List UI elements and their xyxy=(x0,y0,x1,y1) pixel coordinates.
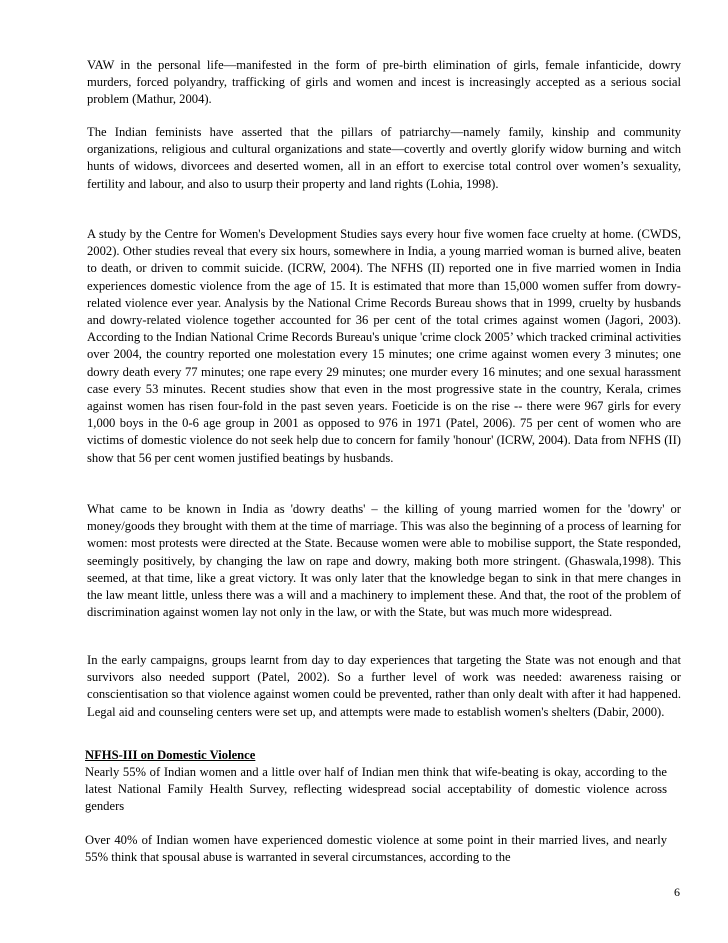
paragraph-nfhs-wife-beating: Nearly 55% of Indian women and a little over half of Indian men think that wife-beating is okay, according to the latest National Family Health Survey, reflecting widespread social acceptability of domestic violence across genders xyxy=(85,765,667,814)
paragraph-nfhs-domestic-violence: Over 40% of Indian women have experienced domestic violence at some point in their married lives, and nearly 55% think that spousal abuse is warranted in several circumstances, according to the xyxy=(85,833,667,865)
section-heading-nfhs-iii: NFHS-III on Domestic Violence xyxy=(85,748,256,762)
paragraph-early-campaigns: In the early campaigns, groups learnt from day to day experiences that targeting the State was not enough and that survivors also needed support (Patel, 2002). So a further level of work was needed: awareness raising or conscientisation so that violence against women could be prevented, rather than only dealt with after it had happened. Legal aid and counseling centers were set up, and attempts were made to establish women's shelters (Dabir, 2000). xyxy=(87,653,681,719)
paragraph-dowry-deaths: What came to be known in India as 'dowry deaths' – the killing of young married women for the 'dowry' or money/goods they brought with them at the time of marriage. This was also the beginning of a process of learning for women: most protests were directed at the State. Because women were able to mobilise support, the State responded, seemingly positively, by changing the law on rape and dowry, making both more stringent. (Ghaswala,1998). This seemed, at that time, like a great victory. It was only later that the knowledge began to sink in that mere changes in the law meant little, unless there was a will and a machinery to implement these. And that, the root of the problem of discrimination against women lay not only in the law, or with the State, but was much more widespread. xyxy=(87,502,681,620)
paragraph-vaw-personal-life: VAW in the personal life—manifested in the form of pre-birth elimination of girls, female infanticide, dowry murders, forced polyandry, trafficking of girls and women and incest is increasingly accepted as a serious social problem (Mathur, 2004). xyxy=(87,58,681,107)
page-number: 6 xyxy=(674,885,680,899)
paragraph-feminists-patriarchy: The Indian feminists have asserted that the pillars of patriarchy—namely family, kinship and community organizations, religious and cultural organizations and state—covertly and overtly glorify widow burning and witch hunts of widows, divorcees and deserted women, all in an effort to exercise total control over women’s sexuality, fertility and labour, and also to usurp their property and land rights (Lohia, 1998). xyxy=(87,125,681,191)
paragraph-cwds-study: A study by the Centre for Women's Development Studies says every hour five women face cruelty at home. (CWDS, 2002). Other studies reveal that every six hours, somewhere in India, a young married woman is burned alive, beaten to death, or driven to commit suicide. (ICRW, 2004). The NFHS (II) reported one in five married women in India experiences domestic violence from the age of 15. It is estimated that more than 15,000 women suffer from dowry-related violence ever year. Analysis by the National Crime Records Bureau shows that in 1999, cruelty by husbands and dowry-related violence together accounted for 36 per cent of the total crimes against women (Jagori, 2003). According to the Indian National Crime Records Bureau's unique 'crime clock 2005’ which tracked criminal activities over 2004, the country reported one molestation every 15 minutes; one crime against women every 3 minutes; one dowry death every 77 minutes; one rape every 29 minutes; one murder every 16 minutes; and one sexual harassment case every 53 minutes. Recent studies show that even in the most progressive state in the country, Kerala, crimes against women has risen four-fold in the past seven years. Foeticide is on the rise -- there were 967 girls for every 1,000 boys in the 0-6 age group in 2001 as opposed to 976 in 1971 (Patel, 2006). 75 per cent of women who are victims of domestic violence do not seek help due to concern for family 'honour' (ICRW, 2004). Data from NFHS (II) show that 56 per cent women justified beatings by husbands. xyxy=(87,227,681,465)
